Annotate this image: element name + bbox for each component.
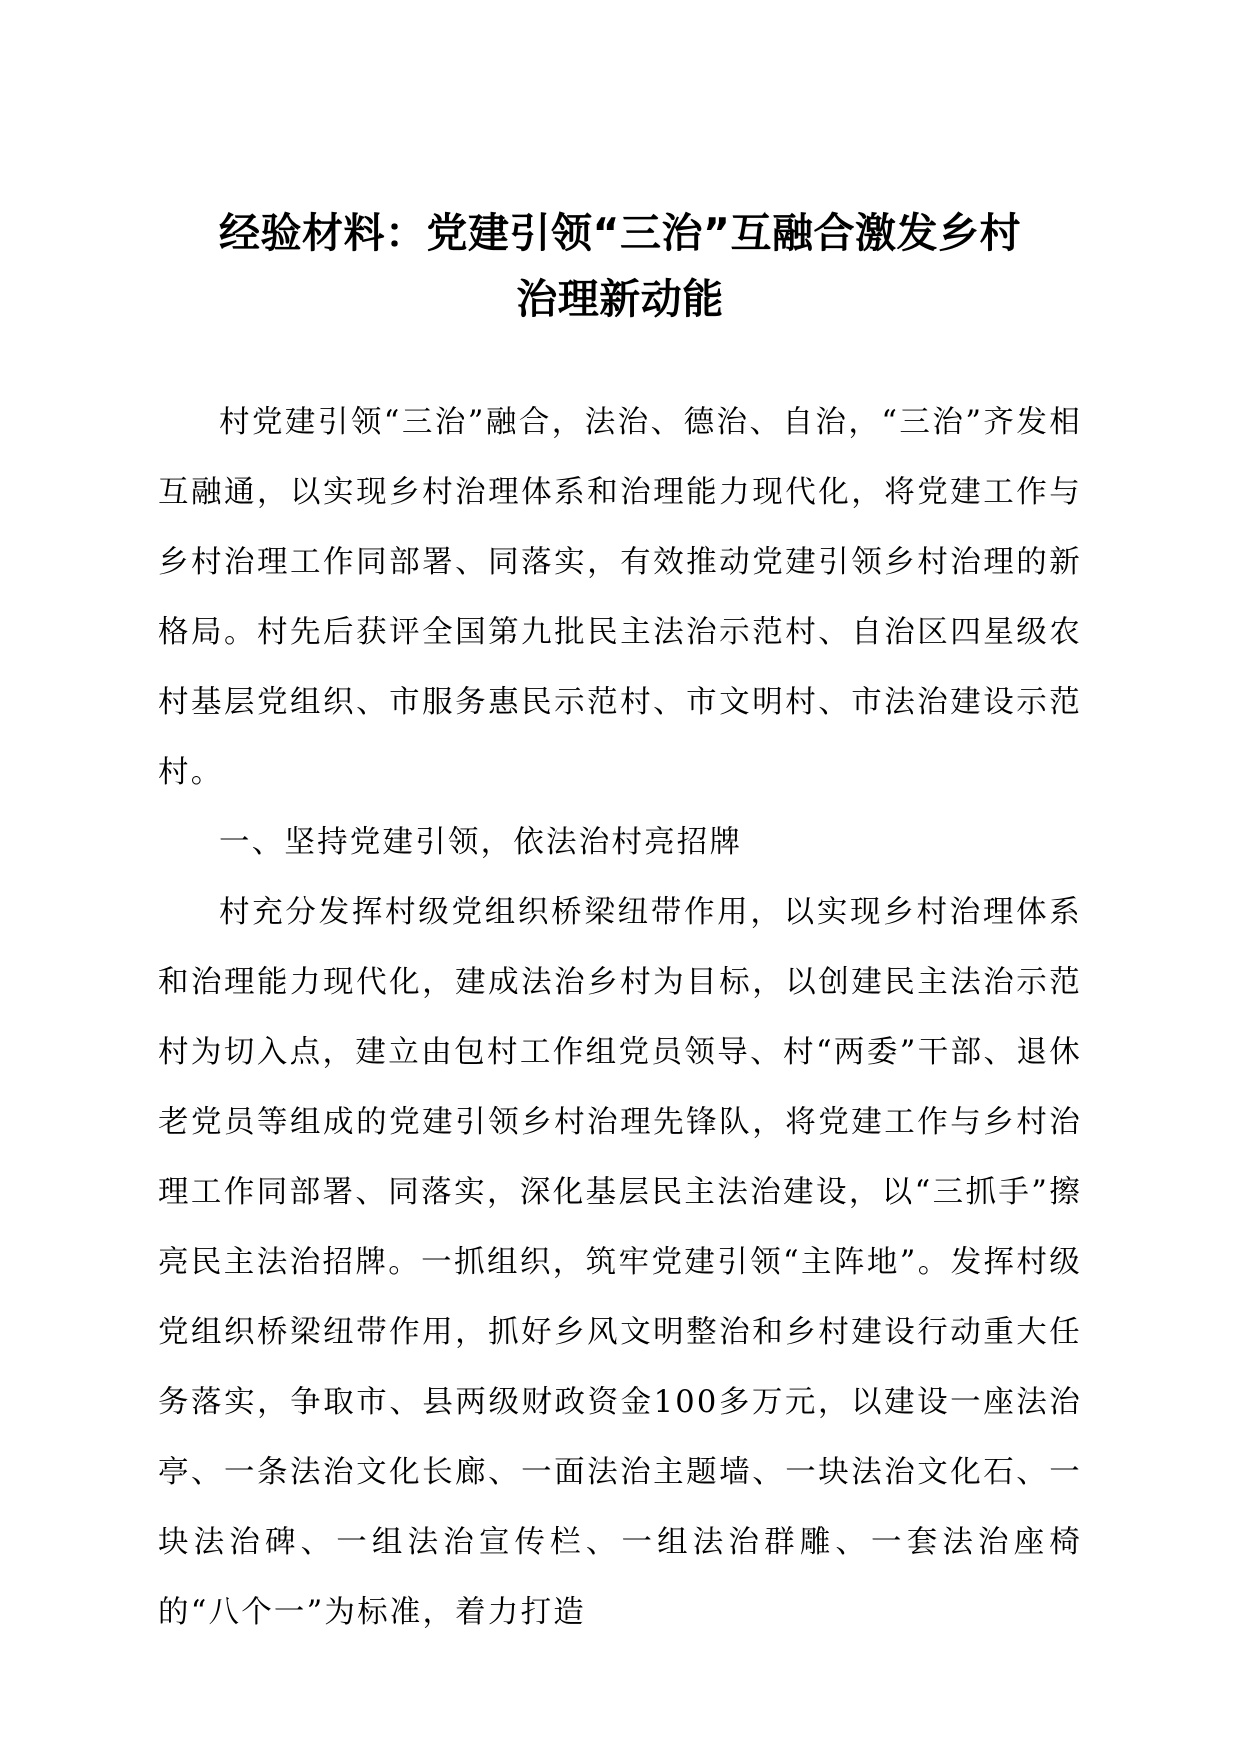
title-line-1: 经验材料：党建引领“三治”互融合激发乡村 [219, 209, 1021, 257]
document-page [158, 200, 1082, 1648]
intro-paragraph: 村党建引领“三治”融合，法治、德治、自治，“三治”齐发相互融通，以实现乡村治理体系和治理能力现代化，将党建工作与乡村治理工作同部署、同落实，有效推动党建引领乡村治理的新格局。村先后获评全国第九批民主法治示范村、自治区四星级农村基层党组织、市服务惠民示范村、市文明村、市法治建设示范村。 [158, 405, 1082, 790]
document-body [158, 388, 1082, 1648]
section-heading-1: 一、坚持党建引领，依法治村亮招牌 [219, 825, 743, 860]
document-title [158, 200, 1082, 332]
title-line-2: 治理新动能 [516, 275, 724, 323]
section-1-paragraph: 村充分发挥村级党组织桥梁纽带作用，以实现乡村治理体系和治理能力现代化，建成法治乡村为目标，以创建民主法治示范村为切入点，建立由包村工作组党员领导、村“两委”干部、退休老党员等组成的党建引领乡村治理先锋队，将党建工作与乡村治理工作同部署、同落实，深化基层民主法治建设，以“三抓手”擦亮民主法治招牌。一抓组织，筑牢党建引领“主阵地”。发挥村级党组织桥梁纽带作用，抓好乡风文明整治和乡村建设行动重大任务落实，争取市、县两级财政资金100多万元，以建设一座法治亭、一条法治文化长廊、一面法治主题墙、一块法治文化石、一块法治碑、一组法治宣传栏、一组法治群雕、一套法治座椅的“八个一”为标准，着力打造 [158, 895, 1082, 1630]
